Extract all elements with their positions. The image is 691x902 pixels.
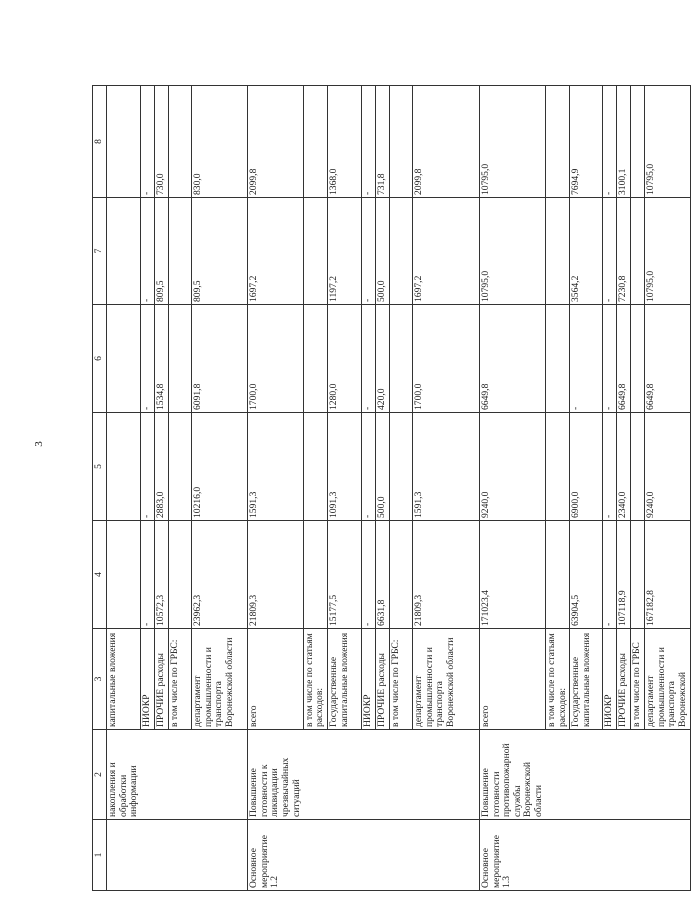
header-row: [93, 86, 107, 891]
table-cell: [107, 413, 141, 521]
table-cell: 500,0: [375, 413, 389, 521]
table-cell: [389, 820, 412, 891]
table-cell: -: [141, 305, 155, 413]
table-cell: Основное мероприятие 1.2: [248, 820, 303, 891]
table-cell: [303, 730, 327, 820]
table-cell: -: [603, 413, 617, 521]
table-cell: в том числе по статьям расходов:: [546, 629, 570, 730]
table-cell: -: [603, 305, 617, 413]
table-cell: НИОКР: [141, 629, 155, 730]
table-cell: -: [570, 305, 603, 413]
table-cell: Повышение готовности к ликвидации чрезвычайных ситуаций: [248, 730, 303, 820]
table-cell: Государственные капитальные вложения: [570, 629, 603, 730]
table-cell: -: [361, 305, 375, 413]
table-row: [479, 86, 545, 891]
table-cell: 7230,8: [617, 198, 631, 305]
header-cell: 1: [93, 820, 107, 891]
table-cell: 10795,0: [645, 198, 690, 305]
table-cell: [631, 730, 645, 820]
table-cell: [546, 730, 570, 820]
table-cell: [546, 413, 570, 521]
table-cell: 10572,3: [155, 521, 169, 629]
table-cell: [155, 730, 169, 820]
table-cell: 500,0: [375, 198, 389, 305]
table-cell: 6091,8: [192, 305, 248, 413]
header-cell: 3: [93, 629, 107, 730]
table-cell: -: [361, 413, 375, 521]
table-cell: ПРОЧИЕ расходы: [617, 629, 631, 730]
table-cell: [645, 820, 690, 891]
table-row: [327, 86, 361, 891]
table-cell: Повышение готовности противопожарной службы Воронежской области: [479, 730, 545, 820]
table-cell: [169, 413, 192, 521]
table-cell: -: [141, 198, 155, 305]
table-row: [603, 86, 617, 891]
table-cell: департамент промышленности и транспорта Воронежской области: [412, 629, 479, 730]
table-cell: [546, 820, 570, 891]
table-cell: 21809,3: [248, 521, 303, 629]
table-cell: 23962,3: [192, 521, 248, 629]
table-cell: 6649,8: [479, 305, 545, 413]
table-cell: [361, 730, 375, 820]
table-cell: [169, 820, 192, 891]
table-cell: [546, 521, 570, 629]
table-cell: 1700,0: [412, 305, 479, 413]
table-cell: [412, 820, 479, 891]
table-row: [303, 86, 327, 891]
table-cell: Государственные капитальные вложения: [327, 629, 361, 730]
table-cell: [617, 820, 631, 891]
table-cell: всего: [479, 629, 545, 730]
table-cell: [155, 820, 169, 891]
table-cell: 6900,0: [570, 413, 603, 521]
table-cell: [169, 305, 192, 413]
table-cell: [631, 413, 645, 521]
table-cell: [169, 198, 192, 305]
table-cell: 1700,0: [248, 305, 303, 413]
header-cell: 7: [93, 198, 107, 305]
table-row: [375, 86, 389, 891]
table-cell: 731,8: [375, 86, 389, 198]
table-cell: 2340,0: [617, 413, 631, 521]
table-cell: [141, 820, 155, 891]
table-cell: [389, 86, 412, 198]
table-cell: [375, 730, 389, 820]
table-cell: 9240,0: [645, 413, 690, 521]
table-cell: [107, 820, 141, 891]
header-cell: 8: [93, 86, 107, 198]
table-cell: 1368,0: [327, 86, 361, 198]
table-cell: накопления и обработки информации: [107, 730, 141, 820]
table-cell: -: [141, 413, 155, 521]
table-row: [631, 86, 645, 891]
table-row: [361, 86, 375, 891]
table-cell: [389, 198, 412, 305]
table-cell: [546, 305, 570, 413]
table-cell: [192, 730, 248, 820]
table-cell: 107118,9: [617, 521, 631, 629]
table-cell: 171023,4: [479, 521, 545, 629]
table-cell: [303, 198, 327, 305]
table-cell: [375, 820, 389, 891]
table-cell: 2099,8: [248, 86, 303, 198]
table-cell: 21809,3: [412, 521, 479, 629]
table-cell: [570, 820, 603, 891]
table-cell: 1280,0: [327, 305, 361, 413]
table-cell: -: [141, 86, 155, 198]
page-number: 3: [32, 441, 45, 447]
table-cell: 6649,8: [645, 305, 690, 413]
table-cell: 7694,9: [570, 86, 603, 198]
table-row: [248, 86, 303, 891]
table-cell: [361, 820, 375, 891]
table-cell: [107, 86, 141, 198]
table-cell: [546, 86, 570, 198]
table-cell: ПРОЧИЕ расходы: [375, 629, 389, 730]
table-cell: [631, 521, 645, 629]
table-cell: -: [141, 521, 155, 629]
table-cell: 420,0: [375, 305, 389, 413]
table-cell: [169, 730, 192, 820]
table-cell: 2883,0: [155, 413, 169, 521]
table-cell: Основное мероприятие 1.3: [479, 820, 545, 891]
table-row: [617, 86, 631, 891]
table-row: [192, 86, 248, 891]
table-cell: [107, 521, 141, 629]
table-cell: -: [361, 521, 375, 629]
table-cell: департамент промышленности и транспорта Воронежской: [645, 629, 690, 730]
table-cell: [603, 730, 617, 820]
table-cell: [389, 413, 412, 521]
table-cell: [389, 521, 412, 629]
table-cell: -: [603, 521, 617, 629]
table-row: [155, 86, 169, 891]
table-cell: НИОКР: [361, 629, 375, 730]
table-cell: 3564,2: [570, 198, 603, 305]
header-cell: 2: [93, 730, 107, 820]
table-cell: [603, 820, 617, 891]
table-cell: -: [361, 86, 375, 198]
table-cell: капитальные вложения: [107, 629, 141, 730]
table-row: [107, 86, 141, 891]
table-row: [412, 86, 479, 891]
table-cell: [327, 730, 361, 820]
table-cell: [412, 730, 479, 820]
table-cell: 730,0: [155, 86, 169, 198]
table-cell: 2099,8: [412, 86, 479, 198]
table-cell: -: [603, 198, 617, 305]
table-cell: [389, 730, 412, 820]
table-row: [546, 86, 570, 891]
table-row: [389, 86, 412, 891]
rotated-table-container: [92, 86, 688, 891]
table-cell: 10795,0: [645, 86, 690, 198]
header-cell: 6: [93, 305, 107, 413]
table-row: [169, 86, 192, 891]
table-row: [570, 86, 603, 891]
table-cell: [141, 730, 155, 820]
table-cell: [546, 198, 570, 305]
table-cell: в том числе по ГРБС:: [169, 629, 192, 730]
table-cell: 10216,0: [192, 413, 248, 521]
table-cell: [303, 521, 327, 629]
header-cell: 4: [93, 521, 107, 629]
table-cell: 6649,8: [617, 305, 631, 413]
table-cell: 1591,3: [248, 413, 303, 521]
table-cell: 809,5: [155, 198, 169, 305]
table-cell: ПРОЧИЕ расходы: [155, 629, 169, 730]
table-cell: [645, 730, 690, 820]
table-cell: департамент промышленности и транспорта Воронежской области: [192, 629, 248, 730]
table-cell: 1534,8: [155, 305, 169, 413]
table-cell: 10795,0: [479, 198, 545, 305]
table-cell: -: [361, 198, 375, 305]
table-cell: -: [603, 86, 617, 198]
table-cell: [631, 820, 645, 891]
table-cell: в том числе по ГРБС:: [389, 629, 412, 730]
table-cell: [631, 86, 645, 198]
table-cell: 9240,0: [479, 413, 545, 521]
table-cell: 3100,1: [617, 86, 631, 198]
table-cell: 10795,0: [479, 86, 545, 198]
table-cell: 1697,2: [248, 198, 303, 305]
table-cell: 1697,2: [412, 198, 479, 305]
table-cell: 1091,3: [327, 413, 361, 521]
table-row: [645, 86, 690, 891]
table-cell: [303, 820, 327, 891]
table-cell: [617, 730, 631, 820]
table-cell: 15177,5: [327, 521, 361, 629]
table-cell: 809,5: [192, 198, 248, 305]
table-cell: [303, 86, 327, 198]
table-cell: [303, 413, 327, 521]
table-cell: [631, 198, 645, 305]
table-cell: [570, 730, 603, 820]
table-cell: [192, 820, 248, 891]
header-cell: 5: [93, 413, 107, 521]
table-cell: [303, 305, 327, 413]
table-cell: 1591,3: [412, 413, 479, 521]
table-cell: [169, 86, 192, 198]
table-cell: [327, 820, 361, 891]
table-cell: [107, 198, 141, 305]
table-cell: [631, 305, 645, 413]
table-cell: 6631,8: [375, 521, 389, 629]
table-cell: НИОКР: [603, 629, 617, 730]
table-cell: 167182,8: [645, 521, 690, 629]
table-cell: 830,0: [192, 86, 248, 198]
table-cell: [107, 305, 141, 413]
table-cell: [169, 521, 192, 629]
table-cell: в том числе по статьям расходов:: [303, 629, 327, 730]
table-cell: [389, 305, 412, 413]
table-cell: всего: [248, 629, 303, 730]
table-cell: 1197,2: [327, 198, 361, 305]
budget-table: [92, 85, 691, 891]
table-cell: 63904,5: [570, 521, 603, 629]
table-cell: в том числе по ГРБС: [631, 629, 645, 730]
table-row: [141, 86, 155, 891]
